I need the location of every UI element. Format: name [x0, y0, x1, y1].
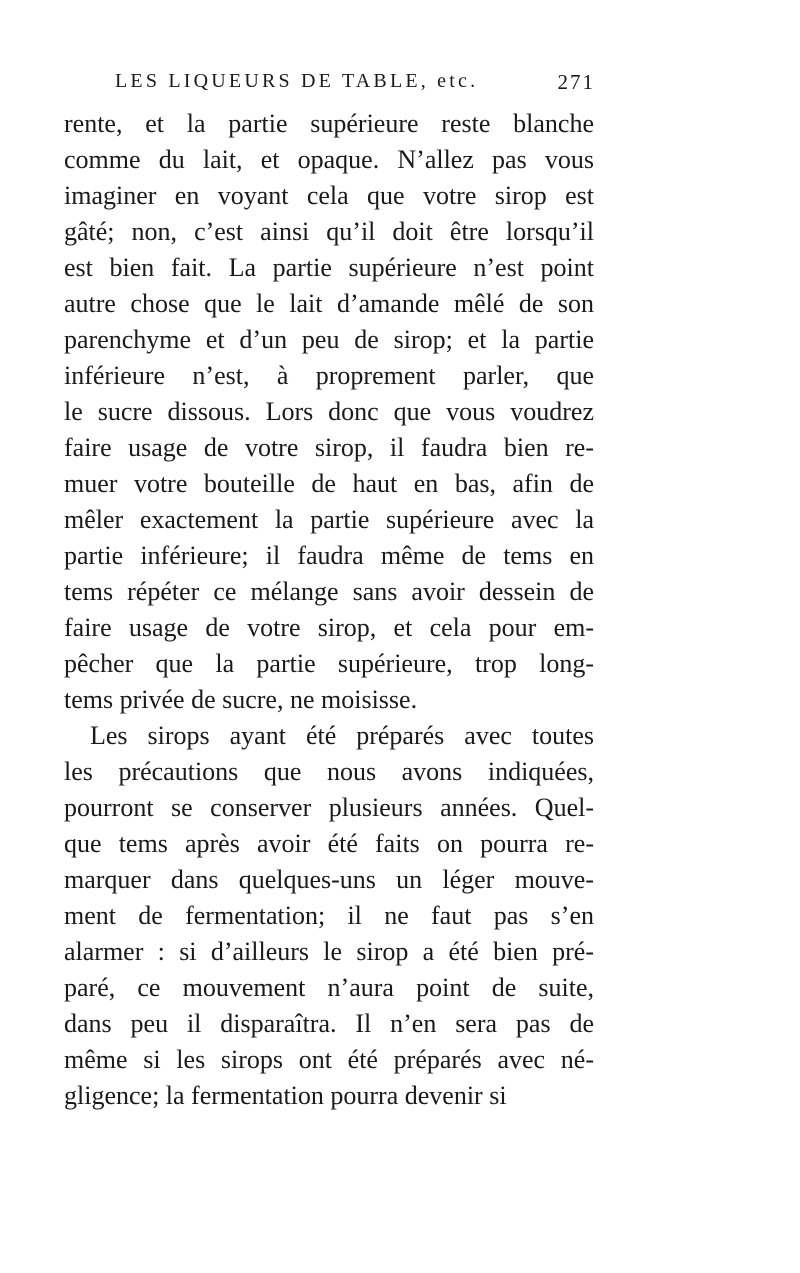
- text-line: le sucre dissous. Lors donc que vous voudrez: [64, 397, 594, 426]
- text-line: imaginer en voyant cela que votre sirop est: [64, 181, 594, 210]
- text-line: est bien fait. La partie supérieure n’est point: [64, 253, 594, 282]
- text-line: muer votre bouteille de haut en bas, afin de: [64, 469, 594, 498]
- running-title: LES LIQUEURS DE TABLE, etc.: [115, 70, 479, 92]
- text-line: ment de fermentation; il ne faut pas s’en: [64, 901, 594, 930]
- text-line: Les sirops ayant été préparés avec toutes: [90, 721, 594, 750]
- text-line: partie inférieure; il faudra même de tems en: [64, 541, 594, 570]
- paragraph-2: [64, 718, 594, 1114]
- text-line: pourront se conserver plusieurs années. Quel-: [64, 793, 594, 822]
- text-line: faire usage de votre sirop, et cela pour em-: [64, 613, 594, 642]
- text-line: que tems après avoir été faits on pourra re-: [64, 829, 594, 858]
- text-line: même si les sirops ont été préparés avec né-: [64, 1045, 594, 1074]
- text-line: autre chose que le lait d’amande mêlé de son: [64, 289, 594, 318]
- text-line: tems privée de sucre, ne moisisse.: [64, 685, 418, 714]
- text-line: dans peu il disparaîtra. Il n’en sera pas de: [64, 1009, 594, 1038]
- text-line: mêler exactement la partie supérieure avec la: [64, 505, 594, 534]
- text-line: paré, ce mouvement n’aura point de suite,: [64, 973, 594, 1002]
- paragraph-1: [64, 106, 594, 718]
- text-line: tems répéter ce mélange sans avoir dessein de: [64, 577, 594, 606]
- text-line: gligence; la fermentation pourra devenir si: [64, 1081, 507, 1110]
- running-head: [115, 70, 595, 104]
- text-line: marquer dans quelques-uns un léger mouve-: [64, 865, 594, 894]
- page-number: 271: [557, 70, 595, 94]
- text-line: les précautions que nous avons indiquées,: [64, 757, 594, 786]
- text-line: faire usage de votre sirop, il faudra bien re-: [64, 433, 594, 462]
- text-line: rente, et la partie supérieure reste blanche: [64, 109, 594, 138]
- body-text: [64, 106, 594, 1114]
- text-line: pêcher que la partie supérieure, trop long-: [64, 649, 594, 678]
- text-line: comme du lait, et opaque. N’allez pas vous: [64, 145, 594, 174]
- text-line: gâté; non, c’est ainsi qu’il doit être lorsqu’il: [64, 217, 594, 246]
- text-line: parenchyme et d’un peu de sirop; et la partie: [64, 325, 594, 354]
- text-line: inférieure n’est, à proprement parler, que: [64, 361, 594, 390]
- text-line: alarmer : si d’ailleurs le sirop a été bien pré-: [64, 937, 594, 966]
